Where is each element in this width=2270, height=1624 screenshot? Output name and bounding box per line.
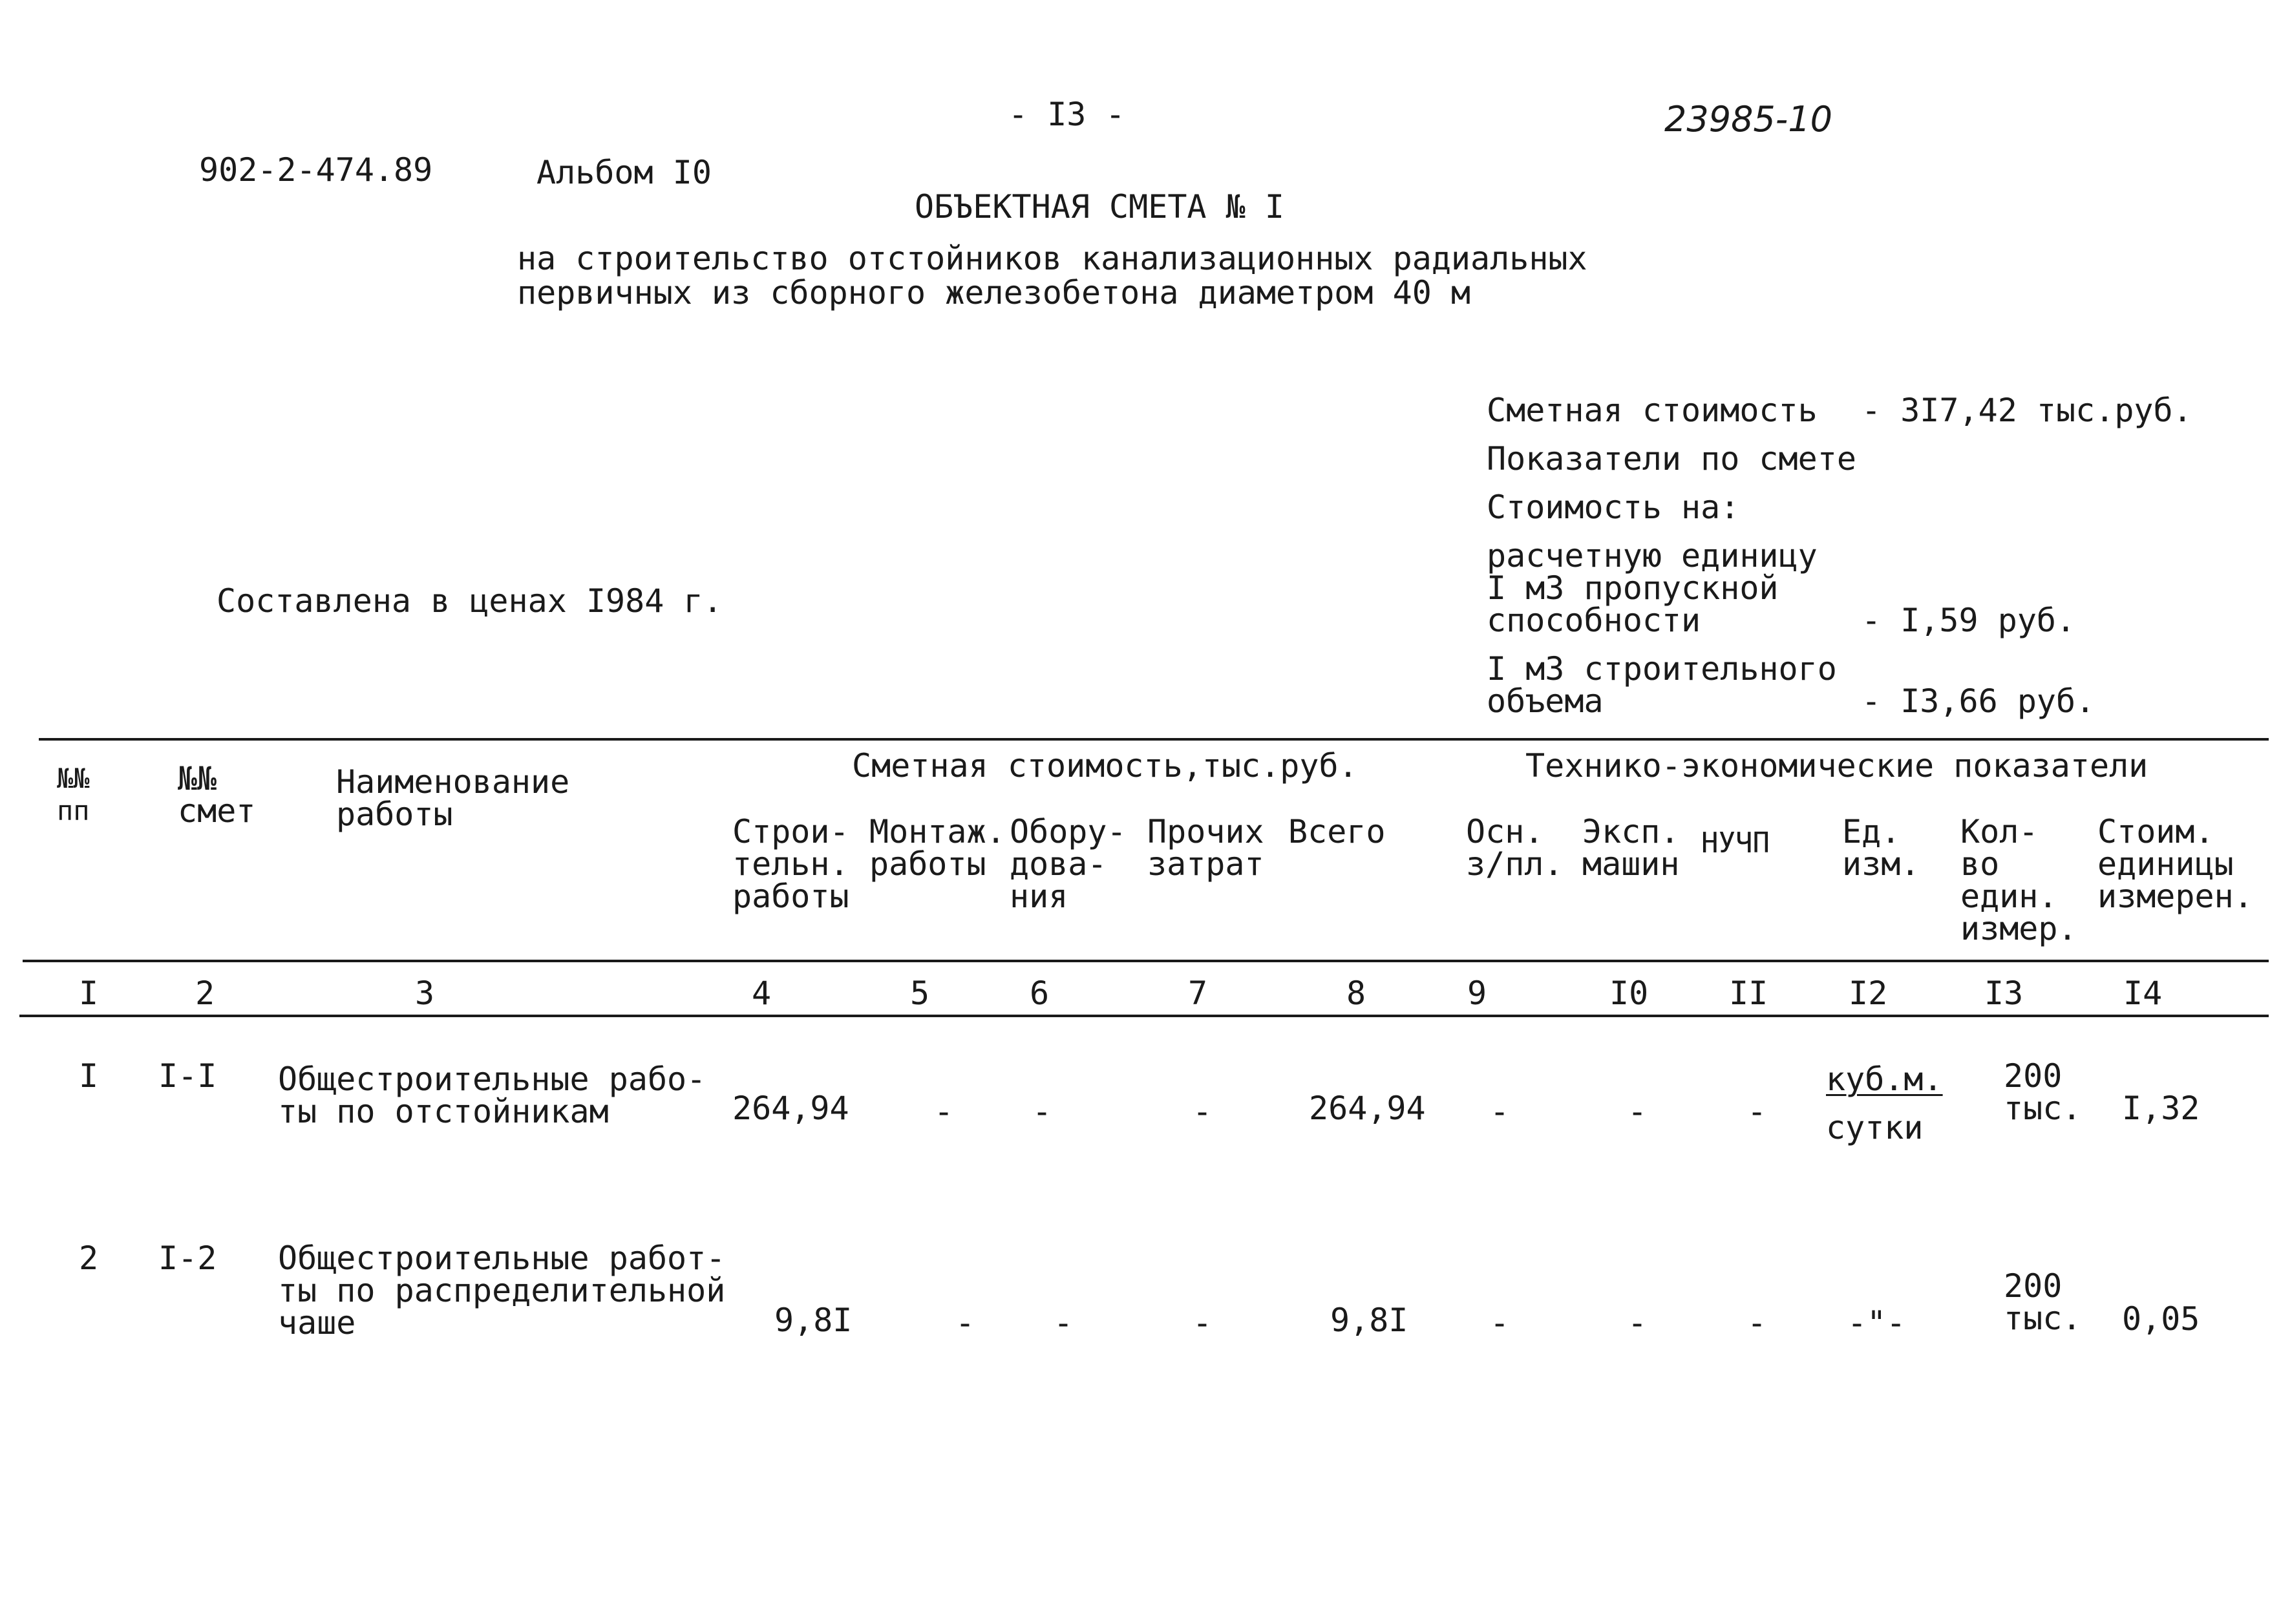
cost-group-header: Сметная стоимость,тыс.руб.	[852, 747, 1358, 785]
row1-total: 264,94	[1309, 1090, 1426, 1127]
column-number: I3	[1984, 975, 2024, 1012]
header-qty: Кол- во един. измер.	[1960, 813, 2077, 947]
header-total: Всего	[1288, 813, 1386, 850]
header-mount: Монтаж. работы	[869, 813, 1006, 883]
doc-code: 23985-10	[1664, 99, 1832, 140]
row2-wage: -	[1490, 1304, 1510, 1342]
numbers-bottom-rule	[19, 1015, 2269, 1017]
column-number: I4	[2123, 975, 2163, 1012]
row2-name: Общестроительные работ- ты по распределительной чаше	[278, 1239, 726, 1342]
row1-ucost: I,32	[2122, 1090, 2200, 1127]
column-number: 2	[195, 975, 215, 1012]
row1-smet: I-I	[158, 1057, 217, 1095]
subtitle-line-1: на строительство отстойников канализационных радиальных	[517, 240, 1587, 277]
row1-unit-bottom: сутки	[1826, 1109, 1924, 1146]
row1-pp: I	[79, 1057, 99, 1095]
unit-capacity-line-1: расчетную единицу	[1487, 537, 1818, 575]
row1-nuchp: -	[1747, 1093, 1767, 1130]
building-volume-value: - I3,66 руб.	[1862, 682, 2095, 720]
page-number: - I3 -	[1008, 96, 1125, 133]
row2-build: 9,8I	[774, 1302, 853, 1339]
column-number: 5	[910, 975, 930, 1012]
column-number: II	[1729, 975, 1768, 1012]
column-number: 6	[1030, 975, 1050, 1012]
tech-group-header: Технико-экономические показатели	[1525, 747, 2148, 785]
row2-mount: -	[955, 1304, 975, 1342]
header-bottom-rule	[23, 960, 2269, 962]
column-number: I	[79, 975, 99, 1012]
building-volume-line-1: I м3 строительного	[1487, 650, 1837, 688]
unit-capacity-value: - I,59 руб.	[1862, 602, 2076, 639]
row2-mach: -	[1628, 1304, 1648, 1342]
project-code: 902-2-474.89	[199, 151, 433, 189]
header-other: Прочих затрат	[1147, 813, 1264, 883]
row1-mach: -	[1628, 1093, 1648, 1130]
row1-build: 264,94	[732, 1090, 849, 1127]
row2-unit: -"-	[1847, 1304, 1906, 1342]
column-number: 9	[1467, 975, 1487, 1012]
row2-pp: 2	[79, 1239, 99, 1277]
header-ucost: Стоим. единицы измерен.	[2097, 813, 2253, 915]
cost-per-label: Стоимость на:	[1487, 489, 1740, 526]
subtitle-line-2: первичных из сборного железобетона диаметром 40 м	[517, 274, 1471, 311]
building-volume-line-2: объема	[1487, 682, 1604, 720]
header-build: Строи- тельн. работы	[732, 813, 849, 915]
unit-capacity-line-3: способности	[1487, 602, 1701, 639]
row1-other: -	[1193, 1093, 1213, 1130]
header-wage: Осн. з/пл.	[1466, 813, 1564, 883]
column-number: I2	[1849, 975, 1888, 1012]
row1-mount: -	[934, 1093, 954, 1130]
row2-total: 9,8I	[1330, 1302, 1408, 1339]
column-number: 8	[1346, 975, 1366, 1012]
header-smet: №№ смет	[178, 760, 256, 830]
row1-name: Общестроительные рабо- ты по отстойникам	[278, 1060, 706, 1130]
row2-ucost: 0,05	[2122, 1300, 2200, 1338]
row2-smet: I-2	[158, 1239, 217, 1277]
column-number: I0	[1609, 975, 1649, 1012]
row1-unit-top: куб.м.	[1826, 1060, 1943, 1098]
column-number: 4	[752, 975, 772, 1012]
table-top-rule	[39, 738, 2269, 741]
document-title: ОБЪЕКТНАЯ СМЕТА № I	[915, 188, 1284, 226]
album-label: Альбом I0	[536, 154, 712, 191]
header-name: Наименование работы	[336, 763, 570, 833]
row1-equip: -	[1032, 1093, 1052, 1130]
row1-qty: 200 тыс.	[2004, 1057, 2082, 1127]
header-pp: №№ пп	[57, 763, 90, 827]
row2-qty: 200 тыс.	[2004, 1267, 2082, 1337]
row1-wage: -	[1490, 1093, 1510, 1130]
header-mach: Эксп. машин	[1582, 813, 1680, 883]
estimated-cost-label: Сметная стоимость	[1487, 392, 1818, 429]
header-nuchp: НУЧП	[1701, 827, 1770, 859]
header-equip: Обору- дова- ния	[1010, 813, 1127, 915]
row2-equip: -	[1054, 1304, 1074, 1342]
column-number: 7	[1188, 975, 1208, 1012]
indicators-label: Показатели по смете	[1487, 440, 1856, 478]
unit-capacity-line-2: I м3 пропускной	[1487, 569, 1779, 607]
column-number: 3	[415, 975, 435, 1012]
header-unit: Ед. изм.	[1842, 813, 1920, 883]
row2-nuchp: -	[1747, 1304, 1767, 1342]
row2-other: -	[1193, 1304, 1213, 1342]
prices-note: Составлена в ценах I984 г.	[217, 582, 723, 620]
estimated-cost-value: - 3I7,42 тыс.руб.	[1862, 392, 2192, 429]
